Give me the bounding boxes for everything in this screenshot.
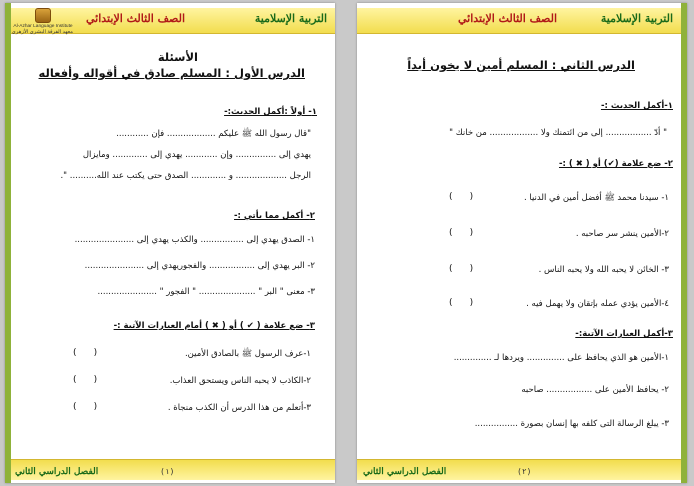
grade-heading: الصف الثالث الإبتدائي [86,12,185,25]
q3-item: ٢-الكاذب لا يحبه الناس ويستحق العذاب. [169,376,311,386]
q3-item: ٢- يحافظ الأمين على ................. صاحبه [521,385,669,395]
worksheet-page-2 [357,3,687,483]
answer-box[interactable]: ( ) [449,228,474,238]
q2-title: ٢- ضع علامة (✔) أو ( ✖ ) :- [558,159,673,169]
answer-box[interactable]: ( ) [73,375,98,385]
q2-item: ٢-الأمين ينشر سر صاحبه . [575,229,669,239]
grade-heading: الصف الثالث الإبتدائي [458,12,557,25]
q2-title: ٢- أكمل مما يأتي :- [234,211,315,221]
lesson-2-title: الدرس الثاني : المسلم أمين لا يخون أبداً [407,58,635,72]
q3-item: ١-الأمين هو الذي يحافظ على .............. ويردها لـ .............. [453,353,669,363]
answer-box[interactable]: ( ) [73,402,98,412]
q1-line: " أدّ ................. إلى من ائتمنك ولا .................. من خانك " [449,128,667,138]
q1-line-3: الرجل ................... و ............. الصدق حتى يكتب عند الله.......... ". [60,171,311,181]
q2-item: ١- سيدنا محمد ﷺ أفضل أمين في الدنيا . [523,193,669,203]
page-number: (١) [160,467,175,476]
page-1-content [11,3,323,483]
page-2-content [367,3,675,483]
subject-heading: التربية الإسلامية [600,12,673,25]
q2-item: ٤-الأمين يؤدي عمله بإتقان ولا يهمل فيه . [526,299,669,309]
q1-line-2: يهدي إلى ............... وإن ............ يهدي إلى ............. ومايزال [82,150,311,160]
q2-item: ٢- البر يهدي إلى ................. والفجوريهدي إلى ...................... [84,261,315,271]
lesson-1-title: الدرس الأول : المسلم صادق في أقواله وأفعاله [38,66,305,80]
questions-title: الأسئلة [157,50,198,64]
answer-box[interactable]: ( ) [449,298,474,308]
semester-label: الفصل الدراسي الثاني [363,467,447,477]
q1-title: ١-أكمل الحديث :- [600,101,673,111]
page-edge-stripe [681,3,687,483]
page-edge-stripe [5,3,11,483]
logo-english-text: Al-Azhar Language Institute [13,24,73,29]
q1-line-1: "قال رسول الله ﷺ عليكم .................. فإن ............ [116,129,311,139]
page-number: (٢) [517,467,532,476]
subject-heading: التربية الإسلامية [254,12,327,25]
semester-label: الفصل الدراسي الثاني [15,467,99,477]
q2-item: ٣- الخائن لا يحبه الله ولا يحبه الناس . [538,265,669,275]
logo-arabic-text: معهد الفرقة البشري الأزهري [11,29,73,35]
q1-title: ١- أولاً :أكمل الحديث:- [224,107,317,117]
q3-title: ٣-أكمل العبارات الآتية:- [575,329,673,339]
q2-item: ١- الصدق يهدي إلى ................ والكذب يهدي إلى ...................... [74,235,315,245]
q3-item: ٣- يبلغ الرسالة التى كلفه بها إنسان بصورة ................ [474,419,669,429]
answer-box[interactable]: ( ) [73,348,98,358]
answer-box[interactable]: ( ) [449,264,474,274]
q3-item: ٣-أتعلم من هذا الدرس أن الكذب منجاة . [167,403,311,413]
q3-item: ١-عرف الرسول ﷺ بالصادق الأمين. [184,349,311,359]
q3-title: ٣- ضع علامة ( ✔ ) أو ( ✖ ) أمام العبارات الآتية :- [113,321,315,331]
worksheet-page-1 [5,3,335,483]
q2-item: ٣- معنى " البر " ..................... " الفجور " ...................... [97,287,315,297]
answer-box[interactable]: ( ) [449,192,474,202]
